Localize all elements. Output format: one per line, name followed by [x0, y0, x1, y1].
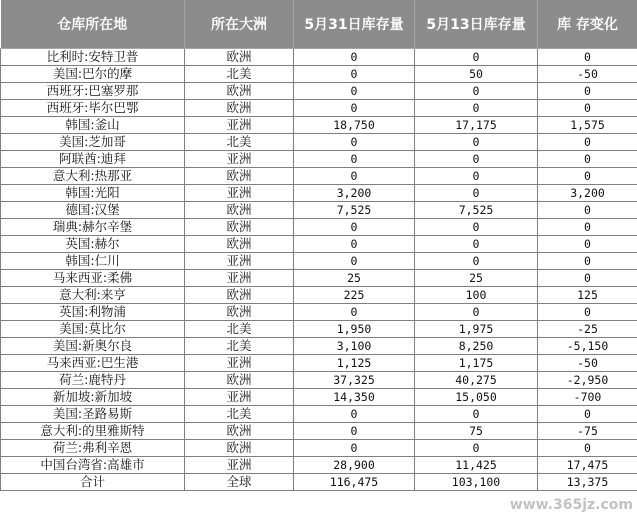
cell-may31-stock: 0 — [294, 168, 415, 185]
table-row — [1, 83, 637, 100]
cell-continent: 欧洲 — [185, 202, 294, 219]
cell-may13-stock: 0 — [415, 49, 538, 66]
cell-continent: 亚洲 — [185, 117, 294, 134]
cell-may31-stock: 0 — [294, 49, 415, 66]
cell-location: 美国:新奥尔良 — [1, 338, 185, 355]
cell-continent: 北美 — [185, 321, 294, 338]
header-stock-change: 库 存变化 — [538, 0, 637, 49]
cell-location: 新加坡:新加坡 — [1, 389, 185, 406]
table-row — [1, 253, 637, 270]
cell-location: 阿联酋:迪拜 — [1, 151, 185, 168]
cell-stock-change: -2,950 — [538, 372, 637, 389]
table-row — [1, 66, 637, 83]
cell-may31-stock: 0 — [294, 219, 415, 236]
cell-location: 英国:利物浦 — [1, 304, 185, 321]
cell-location: 合计 — [1, 474, 185, 491]
cell-stock-change: 0 — [538, 100, 637, 117]
cell-continent: 欧洲 — [185, 100, 294, 117]
cell-stock-change: -50 — [538, 355, 637, 372]
cell-may31-stock: 225 — [294, 287, 415, 304]
cell-stock-change: 0 — [538, 202, 637, 219]
cell-location: 荷兰:鹿特丹 — [1, 372, 185, 389]
table-row — [1, 321, 637, 338]
cell-may31-stock: 0 — [294, 66, 415, 83]
table-row — [1, 219, 637, 236]
cell-continent: 欧洲 — [185, 83, 294, 100]
cell-continent: 欧洲 — [185, 49, 294, 66]
table-row — [1, 236, 637, 253]
table-row — [1, 457, 637, 474]
cell-stock-change: 0 — [538, 304, 637, 321]
cell-location: 荷兰:弗利辛恩 — [1, 440, 185, 457]
cell-may13-stock: 100 — [415, 287, 538, 304]
cell-location: 德国:汉堡 — [1, 202, 185, 219]
table-row — [1, 372, 637, 389]
cell-may13-stock: 1,975 — [415, 321, 538, 338]
cell-may13-stock: 0 — [415, 236, 538, 253]
cell-location: 美国:芝加哥 — [1, 134, 185, 151]
header-may13-stock: 5月13日库存量 — [415, 0, 538, 49]
cell-stock-change: 0 — [538, 253, 637, 270]
table-row — [1, 287, 637, 304]
cell-may31-stock: 14,350 — [294, 389, 415, 406]
table-row — [1, 117, 637, 134]
cell-stock-change: -50 — [538, 66, 637, 83]
table-row — [1, 440, 637, 457]
watermark-text: www.365jz.com — [509, 497, 633, 513]
cell-may13-stock: 11,425 — [415, 457, 538, 474]
table-row — [1, 185, 637, 202]
table-row — [1, 389, 637, 406]
cell-location: 英国:赫尔 — [1, 236, 185, 253]
table-row — [1, 151, 637, 168]
cell-may13-stock: 7,525 — [415, 202, 538, 219]
cell-stock-change: 0 — [538, 270, 637, 287]
table-row — [1, 338, 637, 355]
cell-may13-stock: 0 — [415, 168, 538, 185]
cell-may31-stock: 37,325 — [294, 372, 415, 389]
cell-stock-change: 0 — [538, 236, 637, 253]
cell-continent: 欧洲 — [185, 287, 294, 304]
cell-may13-stock: 0 — [415, 134, 538, 151]
cell-continent: 亚洲 — [185, 457, 294, 474]
table-row — [1, 304, 637, 321]
cell-stock-change: 125 — [538, 287, 637, 304]
cell-location: 马来西亚:柔佛 — [1, 270, 185, 287]
cell-may13-stock: 0 — [415, 185, 538, 202]
cell-continent: 亚洲 — [185, 185, 294, 202]
cell-location: 比利时:安特卫普 — [1, 49, 185, 66]
cell-continent: 北美 — [185, 66, 294, 83]
cell-location: 中国台湾省:高雄市 — [1, 457, 185, 474]
table-row — [1, 406, 637, 423]
cell-continent: 亚洲 — [185, 270, 294, 287]
cell-may13-stock: 103,100 — [415, 474, 538, 491]
cell-location: 西班牙:毕尔巴鄂 — [1, 100, 185, 117]
cell-continent: 北美 — [185, 338, 294, 355]
table-row — [1, 49, 637, 66]
cell-may31-stock: 0 — [294, 151, 415, 168]
cell-continent: 欧洲 — [185, 219, 294, 236]
cell-may13-stock: 0 — [415, 151, 538, 168]
table-row — [1, 423, 637, 440]
cell-continent: 欧洲 — [185, 236, 294, 253]
cell-may13-stock: 25 — [415, 270, 538, 287]
cell-may31-stock: 18,750 — [294, 117, 415, 134]
cell-may31-stock: 0 — [294, 100, 415, 117]
cell-stock-change: 17,475 — [538, 457, 637, 474]
cell-may31-stock: 0 — [294, 406, 415, 423]
cell-may13-stock: 17,175 — [415, 117, 538, 134]
cell-stock-change: -700 — [538, 389, 637, 406]
cell-stock-change: 0 — [538, 406, 637, 423]
cell-continent: 欧洲 — [185, 372, 294, 389]
cell-may13-stock: 75 — [415, 423, 538, 440]
cell-location: 意大利:的里雅斯特 — [1, 423, 185, 440]
cell-may13-stock: 0 — [415, 100, 538, 117]
cell-continent: 亚洲 — [185, 355, 294, 372]
cell-continent: 北美 — [185, 134, 294, 151]
cell-stock-change: 0 — [538, 134, 637, 151]
cell-may31-stock: 1,950 — [294, 321, 415, 338]
cell-continent: 全球 — [185, 474, 294, 491]
table-row — [1, 100, 637, 117]
table-row — [1, 355, 637, 372]
cell-may13-stock: 0 — [415, 219, 538, 236]
cell-may13-stock: 15,050 — [415, 389, 538, 406]
total-row — [1, 474, 637, 491]
cell-may31-stock: 1,125 — [294, 355, 415, 372]
cell-may13-stock: 1,175 — [415, 355, 538, 372]
table-row — [1, 134, 637, 151]
cell-location: 美国:巴尔的摩 — [1, 66, 185, 83]
cell-continent: 欧洲 — [185, 423, 294, 440]
cell-may13-stock: 40,275 — [415, 372, 538, 389]
cell-stock-change: -25 — [538, 321, 637, 338]
cell-may31-stock: 116,475 — [294, 474, 415, 491]
cell-stock-change: 0 — [538, 168, 637, 185]
cell-may31-stock: 7,525 — [294, 202, 415, 219]
cell-may13-stock: 0 — [415, 253, 538, 270]
cell-location: 西班牙:巴塞罗那 — [1, 83, 185, 100]
cell-continent: 欧洲 — [185, 168, 294, 185]
cell-may31-stock: 28,900 — [294, 457, 415, 474]
cell-stock-change: 0 — [538, 49, 637, 66]
cell-may13-stock: 0 — [415, 304, 538, 321]
cell-may31-stock: 0 — [294, 253, 415, 270]
cell-continent: 亚洲 — [185, 151, 294, 168]
cell-may31-stock: 3,200 — [294, 185, 415, 202]
cell-may13-stock: 0 — [415, 406, 538, 423]
cell-continent: 欧洲 — [185, 440, 294, 457]
cell-may31-stock: 3,100 — [294, 338, 415, 355]
header-continent: 所在大洲 — [185, 0, 294, 49]
cell-location: 美国:圣路易斯 — [1, 406, 185, 423]
header-may31-stock: 5月31日库存量 — [294, 0, 415, 49]
table-row — [1, 270, 637, 287]
cell-may31-stock: 0 — [294, 236, 415, 253]
table-row — [1, 168, 637, 185]
cell-continent: 亚洲 — [185, 253, 294, 270]
cell-location: 韩国:釜山 — [1, 117, 185, 134]
cell-stock-change: 1,575 — [538, 117, 637, 134]
cell-stock-change: 0 — [538, 151, 637, 168]
cell-may13-stock: 0 — [415, 83, 538, 100]
cell-location: 意大利:来亨 — [1, 287, 185, 304]
cell-location: 韩国:光阳 — [1, 185, 185, 202]
cell-may31-stock: 0 — [294, 134, 415, 151]
cell-location: 韩国:仁川 — [1, 253, 185, 270]
cell-may13-stock: 0 — [415, 440, 538, 457]
cell-may13-stock: 8,250 — [415, 338, 538, 355]
cell-location: 瑞典:赫尔辛堡 — [1, 219, 185, 236]
cell-may31-stock: 0 — [294, 440, 415, 457]
cell-location: 马来西亚:巴生港 — [1, 355, 185, 372]
cell-stock-change: 0 — [538, 219, 637, 236]
cell-may31-stock: 0 — [294, 304, 415, 321]
cell-stock-change: -75 — [538, 423, 637, 440]
cell-may31-stock: 25 — [294, 270, 415, 287]
cell-may13-stock: 50 — [415, 66, 538, 83]
header-row — [1, 0, 637, 49]
cell-may31-stock: 0 — [294, 83, 415, 100]
cell-stock-change: 3,200 — [538, 185, 637, 202]
table-row — [1, 202, 637, 219]
cell-may31-stock: 0 — [294, 423, 415, 440]
cell-stock-change: 13,375 — [538, 474, 637, 491]
cell-stock-change: 0 — [538, 440, 637, 457]
cell-location: 意大利:热那亚 — [1, 168, 185, 185]
cell-continent: 北美 — [185, 406, 294, 423]
cell-stock-change: 0 — [538, 83, 637, 100]
cell-continent: 亚洲 — [185, 389, 294, 406]
cell-stock-change: -5,150 — [538, 338, 637, 355]
cell-continent: 欧洲 — [185, 304, 294, 321]
header-location: 仓库所在地 — [1, 0, 185, 49]
cell-location: 美国:莫比尔 — [1, 321, 185, 338]
